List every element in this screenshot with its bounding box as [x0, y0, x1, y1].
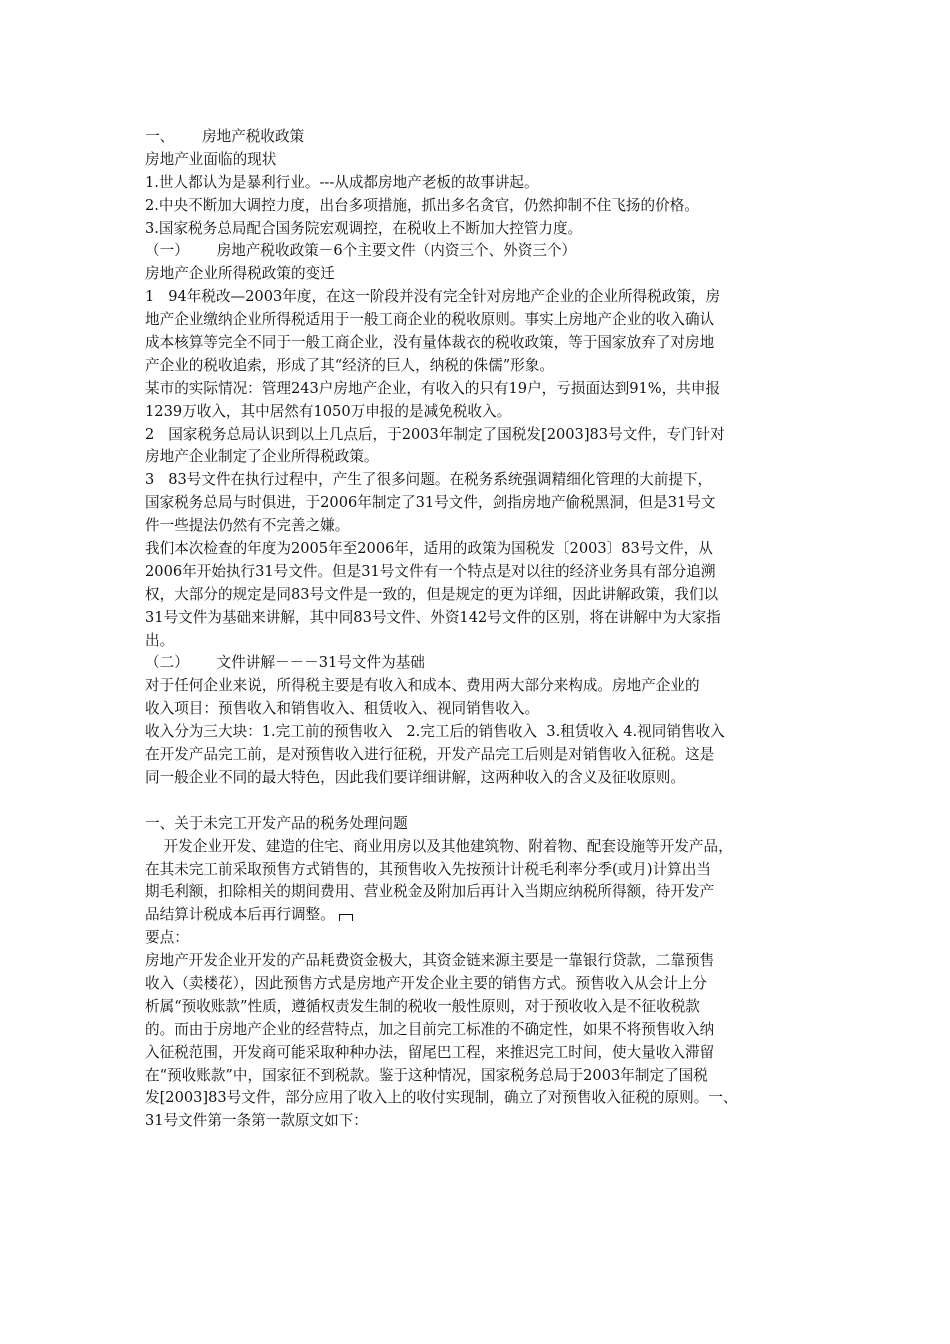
line-text: 发[2003]83号文件，部分应用了收入上的收付实现制，确立了对预售收入征税的原则。一、: [145, 1089, 738, 1107]
text-line: [145, 813, 825, 836]
line-text: 收入分为三大块：1.完工前的预售收入 2.完工后的销售收入 3.租赁收入 4.视同销售收入: [145, 723, 725, 741]
bracket-mark-icon: [339, 914, 353, 921]
line-text: 析属“预收账款”性质，遵循权责发生制的税收一般性原则，对于预收收入是不征收税款: [145, 997, 700, 1015]
text-line: [145, 538, 825, 561]
line-text: 收入项目：预售收入和销售收入、租赁收入、视同销售收入。: [145, 700, 540, 718]
text-line: [145, 859, 825, 882]
text-line: [145, 767, 825, 790]
line-text: 在其未完工前采取预售方式销售的，其预售收入先按预计计税毛利率分季(或月)计算出当: [145, 860, 711, 878]
line-text: 出。: [145, 631, 175, 649]
line-text: 2 国家税务总局认识到以上几点后，于2003年制定了国税发[2003]83号文件，专门针对: [145, 425, 725, 443]
text-line: [145, 149, 825, 172]
line-text: （二） 文件讲解－－－31号文件为基础: [145, 654, 425, 672]
line-text: 入征税范围，开发商可能采取种种办法，留尾巴工程，来推迟完工时间，使大量收入滞留: [145, 1043, 715, 1061]
text-line: [145, 355, 825, 378]
text-line: [145, 675, 825, 698]
line-text: 某市的实际情况：管理243户房地产企业，有收入的只有19户，亏损面达到91%，共申报: [145, 379, 721, 397]
text-line: [145, 1087, 825, 1110]
text-line: [145, 744, 825, 767]
text-line: [145, 424, 825, 447]
text-line: [145, 698, 825, 721]
line-text: 31号文件第一条第一款原文如下：: [145, 1112, 368, 1130]
line-text: 我们本次检查的年度为2005年至2006年，适用的政策为国税发〔2003〕83号文件，从: [145, 540, 713, 558]
text-line: [145, 218, 825, 241]
line-text: 31号文件为基础来讲解，其中同83号文件、外资142号文件的区别，将在讲解中为大家指: [145, 608, 721, 626]
line-text: 1239万收入，其中居然有1050万申报的是减免税收入。: [145, 402, 512, 420]
line-text: 房地产企业所得税政策的变迁: [145, 265, 335, 283]
text-line: [145, 263, 825, 286]
text-line: [145, 607, 825, 630]
line-text: 成本核算等完全不同于一般工商企业，没有量体裁衣的税收政策，等于国家放弃了对房地: [145, 334, 715, 352]
line-text: 权，大部分的规定是同83号文件是一致的，但是规定的更为详细，因此讲解政策，我们以: [145, 585, 719, 603]
line-text: （一） 房地产税收政策－6个主要文件（内资三个、外资三个）: [145, 242, 577, 260]
line-text: 的。而由于房地产企业的经营特点，加之目前完工标准的不确定性，如果不将预售收入纳: [145, 1020, 715, 1038]
text-line: [145, 332, 825, 355]
line-text: 房地产企业制定了企业所得税政策。: [145, 448, 379, 466]
text-line: [145, 492, 825, 515]
line-text: 同一般企业不同的最大特色，因此我们要详细讲解，这两种收入的含义及征收原则。: [145, 768, 685, 786]
line-text: 国家税务总局与时俱进，于2006年制定了31号文件，剑指房地产偷税黑洞，但是31号文: [145, 494, 716, 512]
text-line: [145, 1042, 825, 1065]
text-line: [145, 561, 825, 584]
line-text: 开发企业开发、建造的住宅、商业用房以及其他建筑物、附着物、配套设施等开发产品，: [145, 837, 733, 855]
text-line: [145, 240, 825, 263]
text-line: [145, 286, 825, 309]
line-text: 在开发产品完工前，是对预售收入进行征税，开发产品完工后则是对销售收入征税。这是: [145, 746, 715, 764]
line-text: 期毛利额，扣除相关的期间费用、营业税金及附加后再计入当期应纳税所得额，待开发产: [145, 883, 715, 901]
line-text: 产企业的税收追索，形成了其“经济的巨人，纳税的侏儒”形象。: [145, 356, 554, 374]
text-line: [145, 836, 825, 859]
text-line: [145, 126, 825, 149]
text-line: [145, 1065, 825, 1088]
text-line: [145, 927, 825, 950]
text-line: [145, 973, 825, 996]
text-line: [145, 881, 825, 904]
text-line: [145, 996, 825, 1019]
text-line: [145, 515, 825, 538]
line-text: 1 94年税改—2003年度，在这一阶段并没有完全针对房地产企业的企业所得税政策，房: [145, 288, 721, 306]
line-text: 收入（卖楼花），因此预售方式是房地产开发企业主要的销售方式。预售收入从会计上分: [145, 974, 707, 992]
line-text: 房地产业面临的现状: [145, 150, 277, 168]
line-text: 一、 房地产税收政策: [145, 128, 305, 145]
text-line: [145, 172, 825, 195]
line-text: 房地产开发企业开发的产品耗费资金极大，其资金链来源主要是一靠银行贷款，二靠预售: [145, 952, 715, 970]
line-text: 2006年开始执行31号文件。但是31号文件有一个特点是对以往的经济业务具有部分追溯: [145, 562, 716, 580]
line-text: 件一些提法仍然有不完善之嫌。: [145, 517, 350, 535]
text-line: [145, 584, 825, 607]
text-line: [145, 401, 825, 424]
line-text: 1.世人都认为是暴利行业。---从成都房地产老板的故事讲起。: [145, 173, 539, 191]
document-body: [145, 126, 825, 1133]
line-text: 地产企业缴纳企业所得税适用于一般工商企业的税收原则。事实上房地产企业的收入确认: [145, 311, 715, 329]
blank-line: [145, 790, 825, 813]
text-line: [145, 1019, 825, 1042]
line-text: 在“预收账款”中，国家征不到税款。鉴于这种情况，国家税务总局于2003年制定了国税: [145, 1066, 708, 1084]
text-line: [145, 652, 825, 675]
line-text: 一、关于未完工开发产品的税务处理问题: [145, 814, 408, 832]
text-line: [145, 630, 825, 653]
text-line: [145, 1110, 825, 1133]
line-text: 3 83号文件在执行过程中，产生了很多问题。在税务系统强调精细化管理的大前提下，: [145, 471, 713, 489]
line-text: 2.中央不断加大调控力度，出台多项措施，抓出多名贪官，仍然抑制不住飞扬的价格。: [145, 196, 699, 214]
line-text: 要点：: [145, 929, 189, 947]
text-line: [145, 378, 825, 401]
text-line: [145, 195, 825, 218]
line-text: 品结算计税成本后再行调整。: [145, 906, 335, 924]
text-line: [145, 721, 825, 744]
line-text: 对于任何企业来说，所得税主要是有收入和成本、费用两大部分来构成。房地产企业的: [145, 677, 700, 695]
text-line: [145, 446, 825, 469]
line-text: 3.国家税务总局配合国务院宏观调控，在税收上不断加大控管力度。: [145, 219, 583, 237]
text-line: [145, 469, 825, 492]
text-line: [145, 309, 825, 332]
text-line: [145, 904, 825, 927]
text-line: [145, 950, 825, 973]
